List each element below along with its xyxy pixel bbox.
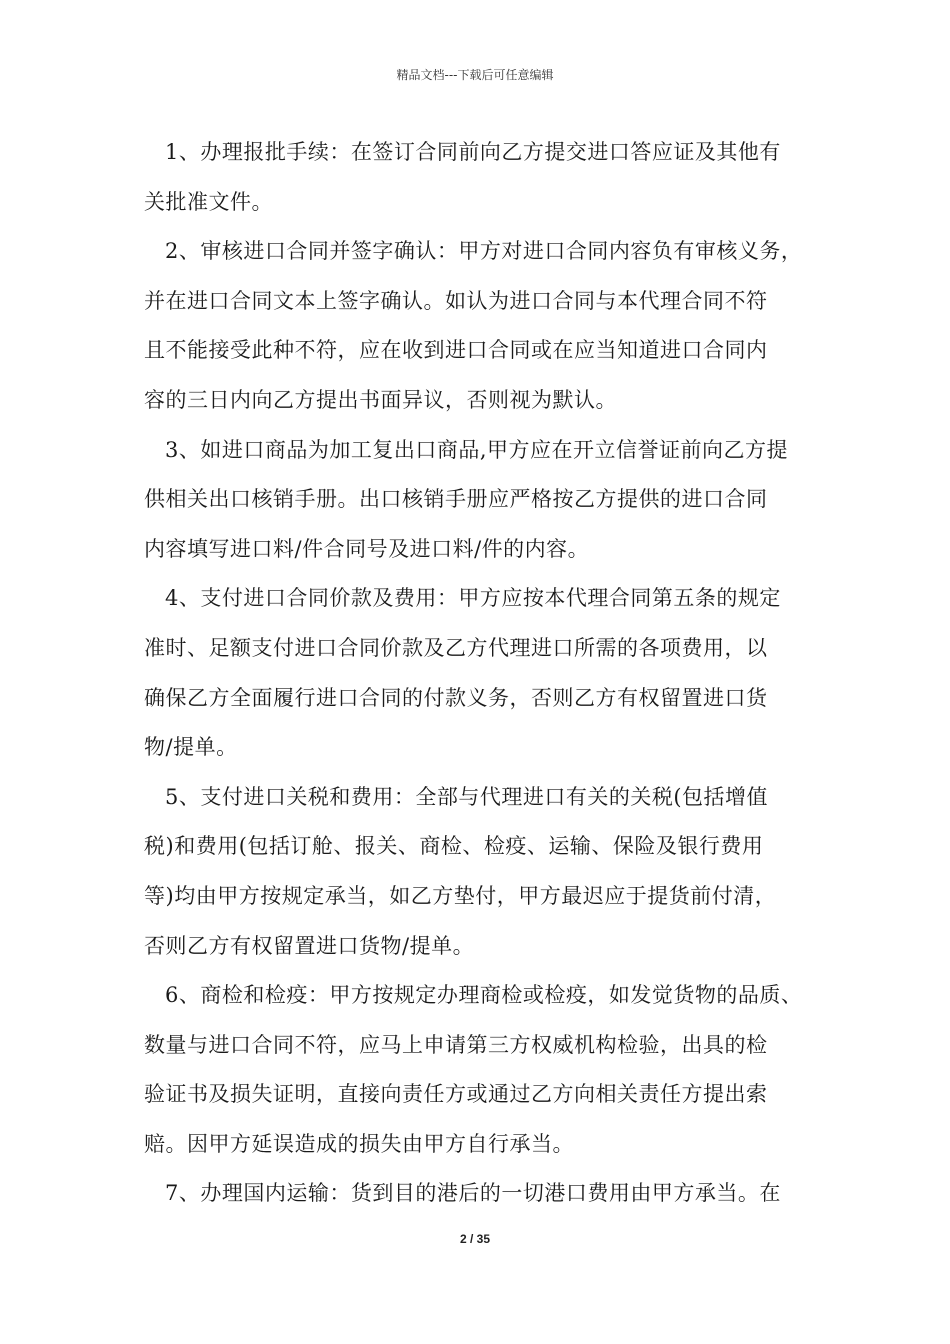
text-line: 2、审核进口合同并签字确认：甲方对进口合同内容负有审核义务， — [165, 239, 803, 264]
page-header: 精品文档---下载后可任意编辑 — [396, 68, 554, 82]
paragraph-2 — [144, 227, 820, 425]
paragraph-1 — [144, 128, 820, 227]
text-line: 数量与进口合同不符，应马上申请第三方权威机构检验，出具的检 — [144, 1032, 768, 1057]
text-line: 3、如进口商品为加工复出口商品,甲方应在开立信誉证前向乙方提 — [165, 437, 789, 462]
paragraph-5 — [144, 773, 820, 971]
text-line: 准时、足额支付进口合同价款及乙方代理进口所需的各项费用，以 — [144, 635, 768, 660]
text-line: 1、办理报批手续：在签订合同前向乙方提交进口答应证及其他有 — [165, 140, 781, 164]
text-line: 验证书及损失证明，直接向责任方或通过乙方向相关责任方提出索 — [144, 1082, 768, 1107]
text-line: 税)和费用(包括订舱、报关、商检、检疫、运输、保险及银行费用 — [144, 834, 764, 859]
paragraph-7 — [144, 1169, 820, 1219]
text-line: 4、支付进口合同价款及费用：甲方应按本代理合同第五条的规定 — [165, 586, 781, 611]
paragraph-3 — [144, 426, 820, 575]
text-line: 供相关出口核销手册。出口核销手册应严格按乙方提供的进口合同 — [144, 487, 768, 512]
text-line: 否则乙方有权留置进口货物/提单。 — [144, 933, 475, 958]
document-body — [144, 128, 820, 1219]
text-line: 内容填写进口料/件合同号及进口料/件的内容。 — [144, 536, 590, 561]
text-line: 并在进口合同文本上签字确认。如认为进口合同与本代理合同不符 — [144, 288, 768, 313]
text-line: 且不能接受此种不符，应在收到进口合同或在应当知道进口合同内 — [144, 338, 768, 363]
text-line: 6、商检和检疫：甲方按规定办理商检或检疫，如发觉货物的品质、 — [165, 983, 803, 1008]
page-number: 2 / 35 — [459, 1232, 491, 1246]
paragraph-6 — [144, 971, 820, 1169]
text-line: 等)均由甲方按规定承当，如乙方垫付，甲方最迟应于提货前付清， — [144, 883, 777, 908]
text-line: 物/提单。 — [144, 735, 238, 760]
text-line: 确保乙方全面履行进口合同的付款义务，否则乙方有权留置进口货 — [144, 685, 768, 710]
text-line: 5、支付进口关税和费用：全部与代理进口有关的关税(包括增值 — [165, 784, 769, 809]
paragraph-4 — [144, 574, 820, 772]
text-line: 容的三日内向乙方提出书面异议，否则视为默认。 — [144, 387, 617, 412]
text-line: 赔。因甲方延误造成的损失由甲方自行承当。 — [144, 1131, 574, 1156]
text-line: 7、办理国内运输：货到目的港后的一切港口费用由甲方承当。在 — [165, 1181, 781, 1206]
text-line: 关批准文件。 — [144, 189, 273, 214]
